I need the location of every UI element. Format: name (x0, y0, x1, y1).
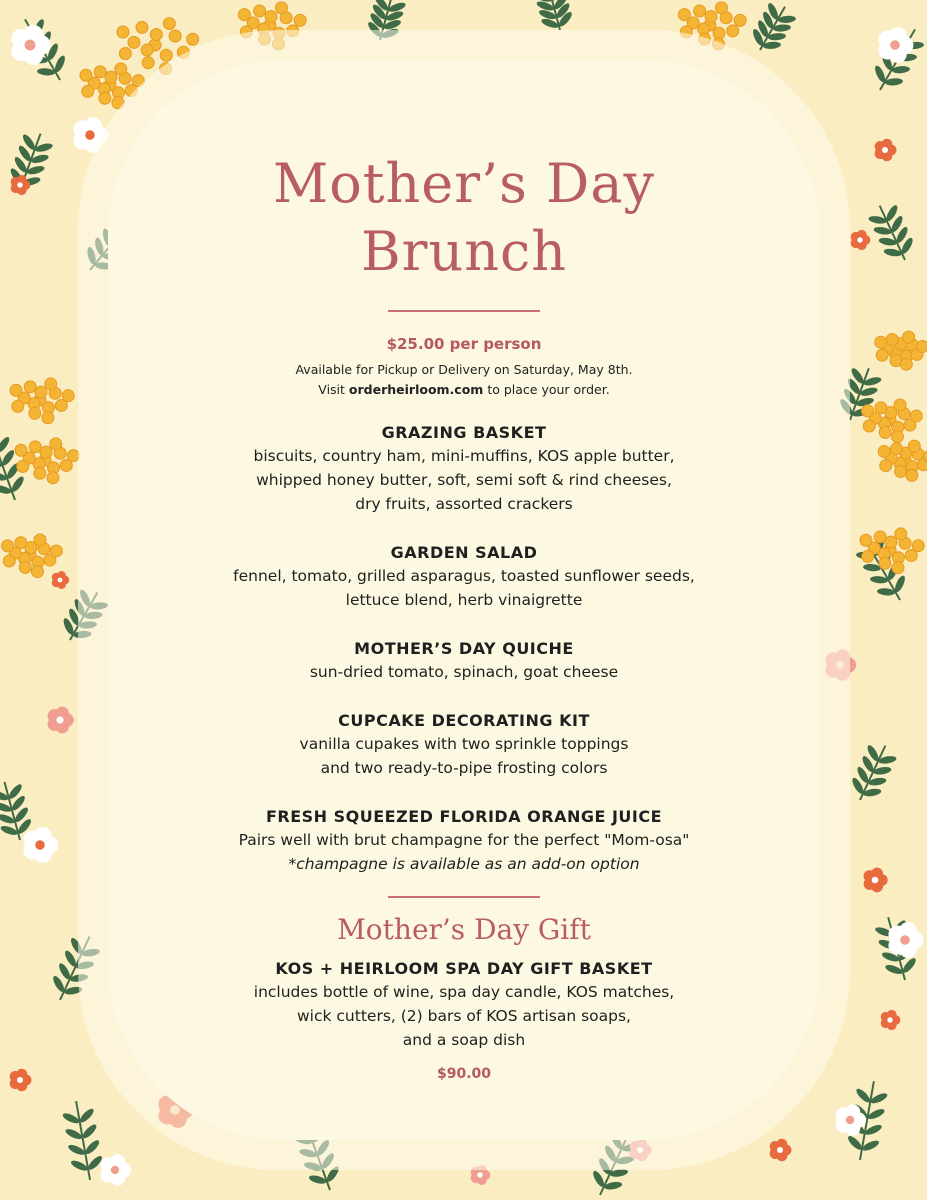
menu-item-title: GRAZING BASKET (381, 423, 547, 442)
flower-icon (52, 571, 69, 589)
flower-icon (10, 1069, 32, 1091)
marigold-cluster-icon (15, 438, 79, 484)
flower-icon (23, 827, 58, 863)
marigold-cluster-icon (878, 440, 927, 481)
flower-icon (864, 868, 888, 893)
flower-icon (770, 1139, 792, 1161)
gift-item-desc-line: and a soap dish (402, 1031, 526, 1049)
menu-content (108, 0, 820, 1082)
order-instructions (108, 380, 820, 400)
menu-item-desc-line: vanilla cupakes with two sprinkle toppings (299, 735, 629, 753)
menu-item-desc-line: lettuce blend, herb vinaigrette (345, 591, 583, 609)
menu-item-garden-salad (108, 542, 820, 612)
menu-item-note: *champagne is available as an add-on option (288, 855, 640, 873)
flower-icon (881, 1010, 901, 1030)
gift-item-spa-basket (108, 958, 820, 1052)
marigold-cluster-icon (2, 534, 63, 578)
gift-heading: Mother’s Day Gift (337, 913, 591, 946)
menu-item-desc-line: biscuits, country ham, mini-muffins, KOS apple butter, (253, 447, 675, 465)
marigold-cluster-icon (862, 399, 923, 443)
menu-title (108, 150, 820, 286)
gift-divider (388, 896, 540, 898)
gift-item-title: KOS + HEIRLOOM SPA DAY GIFT BASKET (275, 959, 653, 978)
title-line-1: Mother’s Day (272, 152, 656, 215)
marigold-cluster-icon (875, 331, 927, 370)
menu-item-quiche (108, 638, 820, 684)
marigold-cluster-icon (10, 378, 74, 424)
menu-item-desc-line: sun-dried tomato, spinach, goat cheese (309, 663, 619, 681)
leaf-spray-icon (844, 738, 901, 807)
title-line-2: Brunch (360, 220, 568, 283)
menu-item-grazing-basket (108, 422, 820, 516)
menu-item-orange-juice (108, 806, 820, 876)
website-link[interactable]: orderheirloom.com (348, 382, 484, 397)
flower-icon (875, 139, 897, 161)
leaf-spray-icon (59, 1098, 107, 1183)
availability-text: Available for Pickup or Delivery on Saturday, May 8th. (295, 362, 633, 377)
visit-suffix: to place your order. (483, 382, 610, 397)
menu-item-title: MOTHER’S DAY QUICHE (354, 639, 574, 658)
visit-prefix: Visit (318, 382, 349, 397)
title-divider (388, 310, 540, 312)
flower-icon (851, 230, 871, 250)
menu-item-title: GARDEN SALAD (390, 543, 538, 562)
menu-item-cupcake-kit (108, 710, 820, 780)
gift-item-desc-line: includes bottle of wine, spa day candle, KOS matches, (253, 983, 675, 1001)
menu-item-desc-line: Pairs well with brut champagne for the perfect "Mom-osa" (238, 831, 690, 849)
menu-item-desc-line: and two ready-to-pipe frosting colors (320, 759, 608, 777)
flower-icon (48, 707, 74, 734)
menu-item-desc-line: dry fruits, assorted crackers (355, 495, 573, 513)
flower-icon (888, 922, 923, 958)
gift-price: $90.00 (436, 1066, 492, 1082)
leaf-spray-icon (864, 198, 921, 267)
menu-item-title: FRESH SQUEEZED FLORIDA ORANGE JUICE (265, 807, 663, 826)
gift-item-desc-line: wick cutters, (2) bars of KOS artisan soaps, (297, 1007, 631, 1025)
menu-item-desc-line: fennel, tomato, grilled asparagus, toasted sunflower seeds, (233, 567, 695, 585)
menu-item-title: CUPCAKE DECORATING KIT (338, 711, 590, 730)
menu-item-desc-line: whipped honey butter, soft, semi soft & rind cheeses, (256, 471, 672, 489)
flower-icon (101, 1154, 132, 1185)
flower-icon (11, 175, 31, 195)
per-person-price: $25.00 per person (386, 335, 542, 353)
